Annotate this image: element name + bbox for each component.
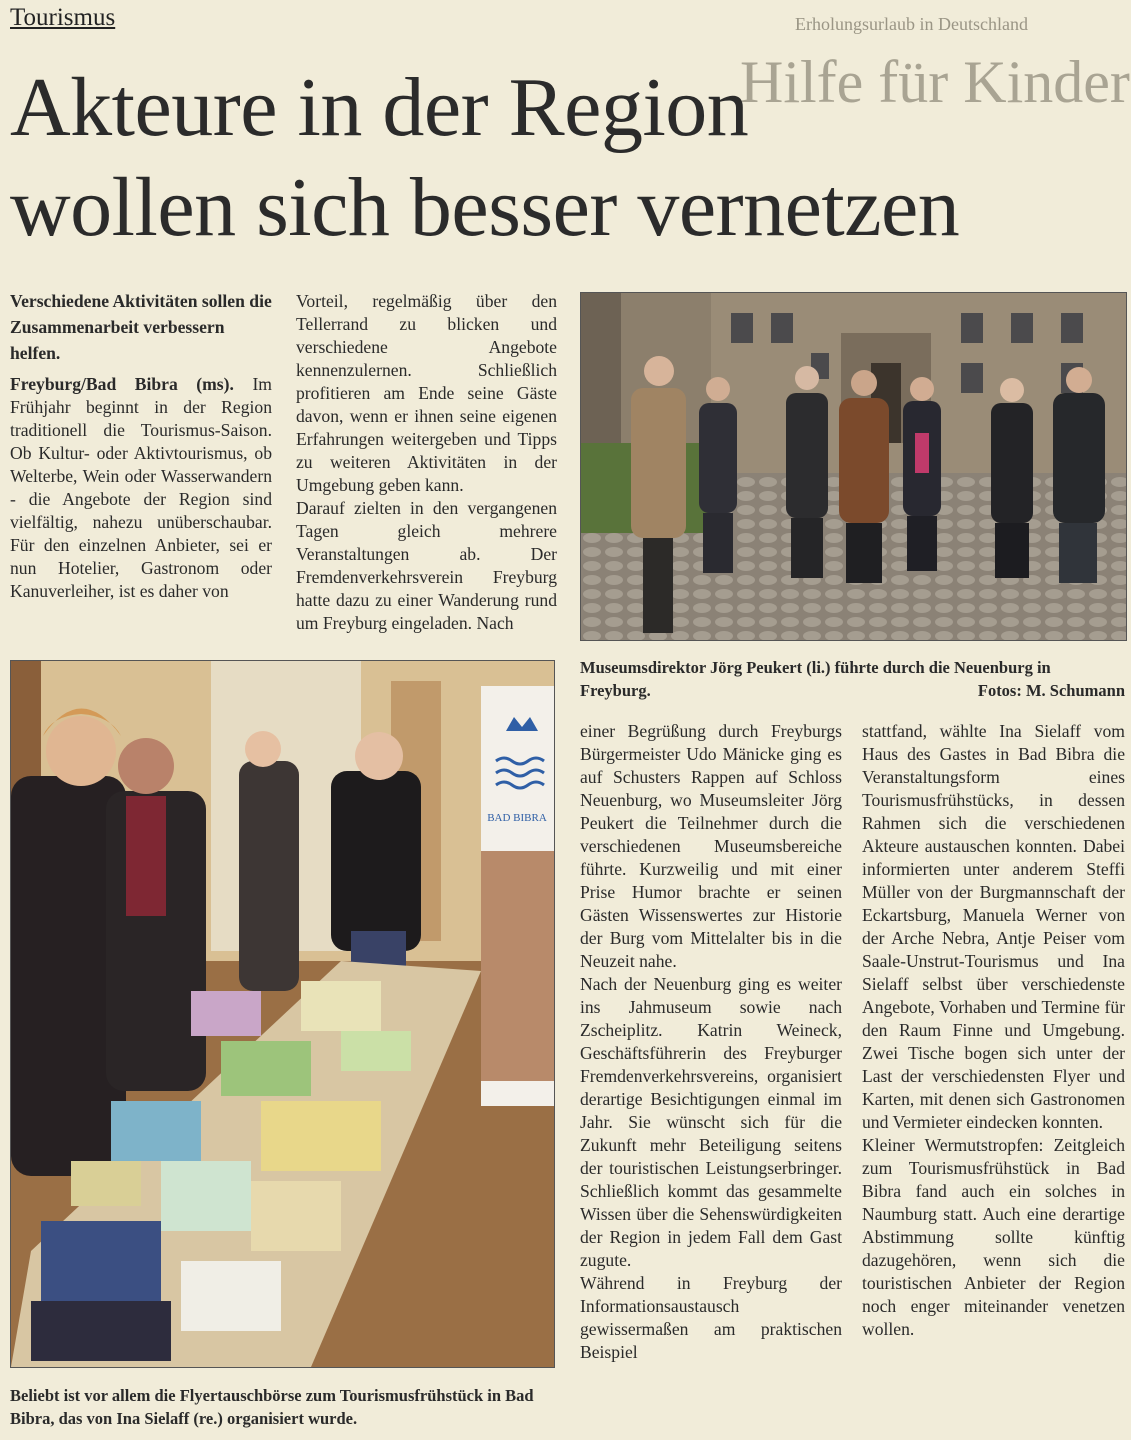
col4-paragraph-1: stattfand, wählte Ina Sielaff vom Haus des Gastes in Bad Bibra die Veranstaltungsform eines Tourismusfrühstücks, in dessen Rahmen sich die verschiedenen Akteure austauschen konnten. Dabei informierten unter anderem Steffi Müller von der Burgmannschaft der Eckartsburg, Manuela Werner von der Arche Nebra, Antje Peiser vom Saale-Unstrut-Tourismus und Ina Sielaff selbst über verschiedenste Angebote, Vorhaben und Termine für den Raum Finne und Umgebung. Zwei Tische bogen sich unter der Last der verschiedensten Flyer und Karten, mit denen sich Gastronomen und Vermieter eindecken konnten. bbox=[862, 721, 1125, 1132]
col3-paragraph-1: einer Begrüßung durch Freyburgs Bürgermeister Udo Mänicke ging es auf Schusters Rappen auf Schloss Neuenburg, wo Museumsleiter Jörg Peukert die Teilnehmer durch die verschiedenen Museumsbereiche führte. Kurzweilig und mit einer Prise Humor brachte er seinen Gästen Wissenswertes zur Historie der Burg vom Mittelalter bis in die Neuzeit nahe. bbox=[580, 721, 842, 971]
col4-paragraph-2: Kleiner Wermutstropfen: Zeitgleich zum Tourismusfrühstück in Bad Bibra fand auch ein solches in Naumburg statt. Auch eine derartige Abstimmung sollte künftig dazugehören, wenn sich die touristischen Anbieter der Region noch enger miteinander venetzen wollen. bbox=[862, 1135, 1125, 1339]
col3-paragraph-2: Nach der Neuenburg ging es weiter ins Jahmuseum sowie nach Zscheiplitz. Katrin Weineck, Geschäftsführerin des Freyburger Fremdenverkehrsvereins, organisiert derartige Besichtigungen einmal im Jahr. Sie wünscht sich für die Zukunft mehr Beteiligung seitens der touristischen Leistungserbringer. Schließlich kommt das gesammelte Wissen über die Sehenswürdigkeiten der Region in jedem Fall dem Gast zugute. bbox=[580, 974, 842, 1270]
col1-text: Im Frühjahr beginnt in der Region traditionell die Tourismus-Saison. Ob Kultur- oder Aktivtourismus, ob Welterbe, Wein oder Wasserwandern - die Angebote der Region sind vielfältig, nahezu unüberschaubar. Für den einzelnen Anbieter, sei er nun Hotelier, Gastronom oder Kanuverleiher, ist es daher von bbox=[10, 374, 272, 601]
headline-line-2: wollen sich besser vernetzen bbox=[10, 161, 960, 254]
col1-body bbox=[10, 373, 272, 603]
headline-line-1: Akteure in der Region bbox=[10, 61, 749, 154]
castle-tour-image bbox=[581, 293, 1126, 640]
headline bbox=[10, 58, 1125, 258]
photo-castle-tour bbox=[580, 292, 1127, 641]
photo-bottom-caption: Beliebt ist vor allem die Flyertauschbörse zum Tourismusfrühstück in Bad Bibra, das von Ina Sielaff (re.) organisiert wurde. bbox=[10, 1386, 534, 1428]
column-3 bbox=[580, 720, 842, 1364]
photo-top-caption: Museumsdirektor Jörg Peukert (li.) führte durch die Neuenburg in Freyburg. bbox=[580, 658, 1051, 700]
neighbor-article-title: Hilfe für Kinder bbox=[740, 49, 1130, 115]
column-4 bbox=[862, 720, 1125, 1341]
lead-paragraph: Verschiedene Aktivitäten sollen die Zusammenarbeit verbessern helfen. bbox=[10, 291, 272, 363]
dateline: Freyburg/Bad Bibra (ms). bbox=[10, 374, 234, 394]
flyer-exchange-image bbox=[11, 661, 554, 1367]
section-label: Tourismus bbox=[10, 4, 116, 31]
col3-paragraph-3: Während in Freyburg der Informationsaustausch gewissermaßen am praktischen Beispiel bbox=[580, 1273, 842, 1362]
photo-flyer-exchange bbox=[10, 660, 555, 1368]
col2-paragraph-2: Darauf zielten in den vergangenen Tagen gleich mehrere Veranstaltungen ab. Der Fremdenverkehrsverein Freyburg hatte dazu zu einer Wanderung rund um Freyburg eingeladen. Nach bbox=[296, 498, 557, 633]
photo-credit: Fotos: M. Schumann bbox=[977, 681, 1125, 700]
column-2 bbox=[296, 290, 557, 635]
col2-paragraph-1: Vorteil, regelmäßig über den Tellerrand zu blicken und verschiedene Angebote kennenzulernen. Schließlich profitieren am Ende seine Gäste davon, wenn er ihnen seine eigenen Erfahrungen weitergeben und Tipps zu weiteren Aktivitäten in der Umgebung geben kann. bbox=[296, 291, 557, 495]
neighbor-article-header: Erholungsurlaub in Deutschland bbox=[795, 14, 1028, 34]
banner-label: BAD BIBRA bbox=[487, 812, 547, 824]
photo-top-caption-block bbox=[580, 656, 1125, 702]
column-1 bbox=[10, 288, 272, 603]
